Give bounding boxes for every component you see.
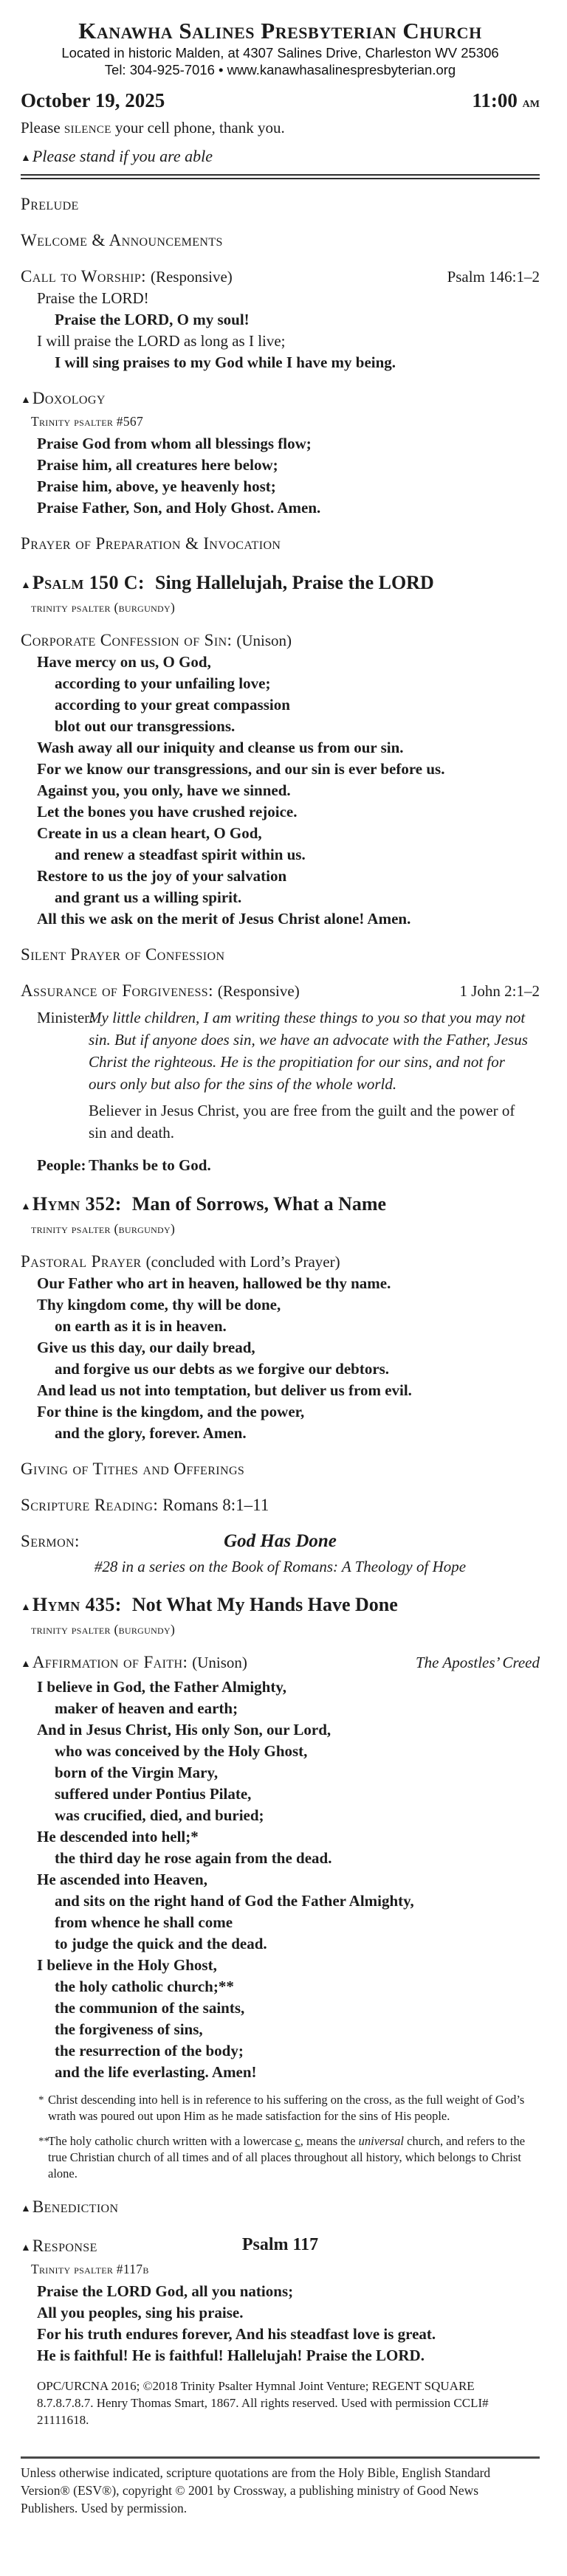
heading-assurance: Assurance of Forgiveness: (Responsive) 1 John 2:1–2 (21, 981, 540, 1000)
order-line: All this we ask on the merit of Jesus Christ alone! Amen. (37, 910, 411, 928)
order-line: Let the bones you have crushed rejoice. (37, 803, 298, 821)
order-line: the resurrection of the body; (55, 2042, 244, 2059)
copyright-note: Unless otherwise indicated, scripture quotations are from the Holy Bible, English Standard Version® (ESV®), copyright © 2001 by Crossway, a publishing ministry of Good News Publishers. Used by permission. (21, 2465, 491, 2515)
scripture-reference: Psalm 146:1–2 (447, 268, 540, 286)
hymn-credits: OPC/URCNA 2016; ©2018 Trinity Psalter Hymnal Joint Venture; REGENT SQUARE 8.7.8.7.8.7. Henry Thomas Smart, 1867. All rights reserved. Used with permission CCLI# 21111618. (37, 2379, 489, 2427)
bulletin-footer (21, 2456, 540, 2517)
order-of-worship (21, 193, 540, 2428)
heading-response: ▲Response Psalm 117 (21, 2235, 540, 2260)
address-line: Located in historic Malden, at 4307 Salines Drive, Charleston WV 25306 (61, 45, 499, 61)
order-line: I believe in God, the Father Almighty, (37, 1678, 286, 1696)
order-line: Praise Father, Son, and Holy Ghost. Amen. (37, 499, 321, 517)
order-line: Praise the LORD! (37, 289, 149, 307)
order-line: born of the Virgin Mary, (55, 1764, 219, 1781)
heading-call-to-worship: Call to Worship: (Responsive) Psalm 146:1–2 (21, 267, 540, 286)
footnote-hell: * Christ descending into hell is in reference to his suffering on the cross, as the full weight of God’s wrath was poured out upon Him as he made satisfaction for the sins of His people. (38, 2093, 525, 2123)
order-line: I will praise the LORD as long as I live; (37, 332, 286, 350)
order-line: Against you, you only, have we sinned. (37, 781, 291, 799)
heading-scripture-reading: Scripture Reading: Romans 8:1–11 (21, 1496, 269, 1514)
stand-note: ▲Please stand if you are able (21, 147, 213, 165)
sermon-subtitle: #28 in a series on the Book of Romans: A Theology of Hope (94, 1558, 467, 1575)
order-line: and renew a steadfast spirit within us. (55, 846, 306, 863)
order-line: For thine is the kingdom, and the power, (37, 1403, 305, 1420)
hymnal-source: trinity psalter (burgundy) (31, 1622, 176, 1637)
service-date: October 19, 2025 (21, 89, 165, 111)
heading-hymn-435: ▲Hymn 435: Not What My Hands Have Done (21, 1594, 398, 1615)
order-line: to judge the quick and the dead. (55, 1935, 267, 1952)
order-line: on earth as it is in heaven. (55, 1317, 227, 1335)
speaker-label: Minister: (37, 1009, 94, 1026)
hymnal-source: trinity psalter (burgundy) (31, 600, 176, 615)
stand-arrow-icon: ▲ (21, 1201, 31, 1212)
order-line: and the life everlasting. Amen! (55, 2063, 257, 2081)
header-divider (21, 174, 540, 179)
contact-line: Tel: 304-925-7016 • www.kanawhasalinespresbyterian.org (104, 62, 456, 77)
order-line: Praise him, all creatures here below; (37, 456, 278, 474)
order-line: He descended into hell;* (37, 1828, 199, 1845)
order-line: who was conceived by the Holy Ghost, (55, 1742, 308, 1760)
order-line: was crucified, died, and buried; (55, 1806, 264, 1824)
order-line: Praise the LORD, O my soul! (55, 311, 250, 328)
order-line: and grant us a willing spirit. (55, 888, 242, 906)
minister-response: Minister: My little children, I am writing these things to you so that you may not sin. But if anyone does sin, we have an advocate with the Father, Jesus Christ the righteous. He is the propitiation for our sins, and not for ours only but also for the sins of the whole world. (21, 1006, 540, 1095)
heading-confession: Corporate Confession of Sin: (Unison) (21, 631, 292, 649)
heading-hymn-352: ▲Hymn 352: Man of Sorrows, What a Name (21, 1193, 387, 1215)
stand-arrow-icon: ▲ (21, 395, 31, 406)
hymnal-source: Trinity psalter #567 (31, 414, 144, 429)
heading-sermon: Sermon: God Has Done (21, 1530, 540, 1553)
order-line: Have mercy on us, O God, (37, 653, 211, 671)
stand-arrow-icon: ▲ (21, 2242, 31, 2254)
order-line: from whence he shall come (55, 1913, 233, 1931)
order-line: For his truth endures forever, And his steadfast love is great. (37, 2325, 436, 2343)
order-line: and the glory, forever. Amen. (55, 1424, 247, 1442)
heading-psalm-150c: ▲Psalm 150 C: Sing Hallelujah, Praise the LORD (21, 572, 434, 593)
footnote-marker: * (38, 2094, 44, 2106)
heading-silent-prayer: Silent Prayer of Confession (21, 945, 225, 964)
order-line: For we know our transgressions, and our sin is ever before us. (37, 760, 445, 778)
order-line: Our Father who art in heaven, hallowed be thy name. (37, 1274, 391, 1292)
heading-prelude: Prelude (21, 195, 79, 213)
heading-pastoral-prayer: Pastoral Prayer (concluded with Lord’s Prayer) (21, 1252, 340, 1271)
order-line: blot out our transgressions. (55, 717, 236, 735)
footnote-marker: ** (38, 2135, 49, 2147)
page-title: Kanawha Salines Presbyterian Church (78, 18, 482, 44)
hymnal-source: trinity psalter (burgundy) (31, 1221, 176, 1236)
scripture-reference: 1 John 2:1–2 (459, 982, 540, 1000)
heading-welcome: Welcome & Announcements (21, 231, 223, 249)
order-line: And in Jesus Christ, His only Son, our Lord, (37, 1721, 331, 1738)
heading-affirmation: ▲Affirmation of Faith: (Unison) The Apostles’ Creed (21, 1653, 540, 1671)
order-line: Restore to us the joy of your salvation (37, 867, 287, 885)
date-time-row (21, 89, 540, 112)
heading-benediction: ▲Benediction (21, 2197, 119, 2216)
footer-divider (21, 2456, 540, 2459)
order-line: Praise the LORD God, all you nations; (37, 2282, 294, 2300)
order-line: maker of heaven and earth; (55, 1699, 238, 1717)
speaker-label: People: (37, 1156, 86, 1174)
order-line: Praise God from whom all blessings flow; (37, 435, 312, 452)
sermon-title: God Has Done (224, 1531, 337, 1551)
order-line: Wash away all our iniquity and cleanse us from our sin. (37, 739, 404, 756)
silence-note: Please silence your cell phone, thank you. (21, 119, 285, 137)
order-line: according to your unfailing love; (55, 674, 271, 692)
order-line: Give us this day, our daily bread, (37, 1339, 255, 1356)
bulletin-header (21, 18, 540, 179)
service-time: 11:00 am (472, 89, 540, 111)
stand-arrow-icon: ▲ (21, 580, 31, 591)
order-line: Thy kingdom come, thy will be done, (37, 1296, 281, 1313)
heading-prayer-of-preparation: Prayer of Preparation & Invocation (21, 534, 281, 553)
stand-arrow-icon: ▲ (21, 1659, 31, 1670)
order-line: I believe in the Holy Ghost, (37, 1956, 217, 1974)
order-line: He ascended into Heaven, (37, 1871, 207, 1888)
order-line: And lead us not into temptation, but deliver us from evil. (37, 1381, 412, 1399)
order-line: suffered under Pontius Pilate, (55, 1785, 252, 1803)
hymnal-source: Trinity psalter #117b (31, 2262, 149, 2276)
heading-giving: Giving of Tithes and Offerings (21, 1460, 245, 1478)
stand-arrow-icon: ▲ (21, 153, 31, 164)
order-line: and sits on the right hand of God the Father Almighty, (55, 1892, 414, 1910)
order-line: He is faithful! He is faithful! Hallelujah! Praise the LORD. (37, 2347, 425, 2364)
order-line: the forgiveness of sins, (55, 2020, 203, 2038)
scripture-reference: Romans 8:1–11 (162, 1496, 269, 1514)
stand-arrow-icon: ▲ (21, 1602, 31, 1613)
creed-reference: The Apostles’ Creed (416, 1654, 540, 1671)
response-psalm-title: Psalm 117 (241, 2235, 319, 2254)
order-line: the holy catholic church;** (55, 1978, 234, 1995)
order-line: All you peoples, sing his praise. (37, 2304, 244, 2321)
footnote-catholic: ** The holy catholic church written with a lowercase c, means the universal church, and refers to the true Christian church of all times and of all places throughout all history, which belongs to Christ alone. (38, 2134, 526, 2180)
order-line: the third day he rose again from the dead. (55, 1849, 332, 1867)
stand-arrow-icon: ▲ (21, 2203, 31, 2214)
order-line: Create in us a clean heart, O God, (37, 824, 262, 842)
order-line: I will sing praises to my God while I have my being. (55, 353, 396, 371)
order-line: the communion of the saints, (55, 1999, 245, 2017)
minister-response-continued: Believer in Jesus Christ, you are free from the guilt and the power of sin and death. (89, 1102, 515, 1142)
am-suffix: am (522, 94, 540, 111)
heading-doxology: ▲Doxology (21, 389, 106, 407)
order-line: and forgive us our debts as we forgive our debtors. (55, 1360, 390, 1378)
people-response: People: Thanks be to God. (21, 1155, 540, 1176)
order-line: according to your great compassion (55, 696, 290, 714)
order-line: Praise him, above, ye heavenly host; (37, 477, 276, 495)
